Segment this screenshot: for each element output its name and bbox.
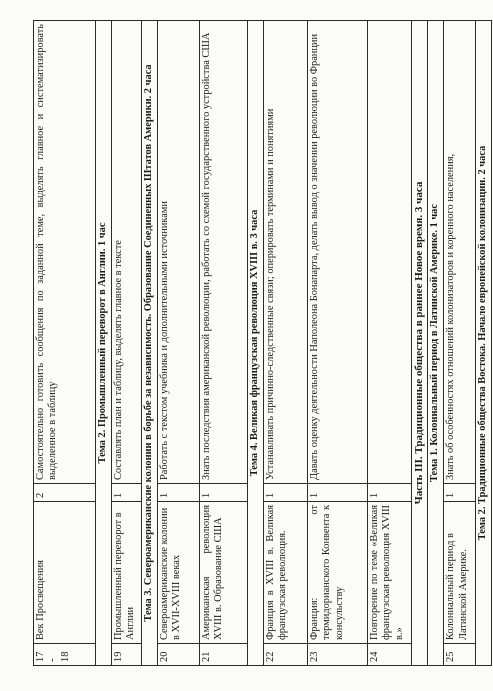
lesson-topic: Франция в XVIII в. Великая французская революция. xyxy=(264,502,308,644)
row-number: 20 xyxy=(158,644,200,666)
topic-heading: Тема 2. Промышленный переворот в Англии. 1 час xyxy=(96,21,112,666)
lesson-topic: Франция: от термидорианского Конвента к консульству xyxy=(308,502,368,644)
lesson-hours: 1 xyxy=(112,484,142,502)
topic-heading: Тема 2. Традиционные общества Востока. Начало европейской колонизации. 2 часа xyxy=(476,21,492,666)
table-row xyxy=(264,21,308,666)
lesson-hours: 2 xyxy=(34,484,96,502)
student-activity: Знать последствия американской революции, работать со схемой государственного устройства США xyxy=(200,21,248,484)
row-number: 17 - 18 xyxy=(34,644,96,666)
topic-heading-row xyxy=(142,21,158,666)
student-activity xyxy=(368,21,412,484)
topic-heading-row xyxy=(428,21,444,666)
topic-heading: Тема 4. Великая французская революция XVIII в. 3 часа xyxy=(248,21,264,666)
row-number: 24 xyxy=(368,644,412,666)
topic-heading-row xyxy=(248,21,264,666)
row-number: 23 xyxy=(308,644,368,666)
table-row xyxy=(34,21,96,666)
student-activity: Самостоятельно готовить сообщения по заданной теме, выделять главное и систематизировать выделенное в таблицу xyxy=(34,21,96,484)
table-row xyxy=(112,21,142,666)
topic-heading-row xyxy=(96,21,112,666)
student-activity: Составлять план и таблицу, выделять главное в тексте xyxy=(112,21,142,484)
table-row xyxy=(200,21,248,666)
lesson-topic: Североамериканские колонии в XVII-XVIII веках xyxy=(158,502,200,644)
row-number: 25 xyxy=(444,644,476,666)
rotated-table-wrapper xyxy=(33,21,489,666)
lesson-topic: Промышленный переворот в Англии xyxy=(112,502,142,644)
lesson-topic: Век Просвещения xyxy=(34,502,96,644)
lesson-topic: Американская революция XVIII в. Образование США xyxy=(200,502,248,644)
topic-heading-row xyxy=(476,21,492,666)
lesson-hours: 1 xyxy=(158,484,200,502)
student-activity: Устанавливать причинно-следственные связи; оперировать терминами и понятиями xyxy=(264,21,308,484)
lesson-hours: 1 xyxy=(368,484,412,502)
table-row xyxy=(444,21,476,666)
row-number: 22 xyxy=(264,644,308,666)
curriculum-table xyxy=(33,20,492,666)
row-number: 19 xyxy=(112,644,142,666)
row-number: 21 xyxy=(200,644,248,666)
student-activity: Работать с текстом учебника и дополнительными источниками xyxy=(158,21,200,484)
lesson-hours: 1 xyxy=(308,484,368,502)
student-activity: Давать оценку деятельности Наполеона Бонапарта, делать вывод о значении революции во Франции xyxy=(308,21,368,484)
table-row xyxy=(368,21,412,666)
lesson-topic: Повторение по теме «Великая французская революция XVIII в.» xyxy=(368,502,412,644)
lesson-hours: 1 xyxy=(200,484,248,502)
table-row xyxy=(308,21,368,666)
part-heading: Часть III. Традиционные общества в раннее Новое время. 3 часа xyxy=(412,21,428,666)
topic-heading: Тема 3. Североамериканские колонии в борьбе за независимость. Образование Соединенных Штатов Америки. 2 часа xyxy=(142,21,158,666)
lesson-hours: 1 xyxy=(264,484,308,502)
table-row xyxy=(158,21,200,666)
lesson-hours: 1 xyxy=(444,484,476,502)
student-activity: Знать об особенностях отношений колонизаторов и коренного населения, xyxy=(444,21,476,484)
part-heading-row xyxy=(412,21,428,666)
lesson-topic: Колониальный период в Латинской Америке. xyxy=(444,502,476,644)
topic-heading: Тема 1. Колониальный период в Латинской Америке. 1 час xyxy=(428,21,444,666)
